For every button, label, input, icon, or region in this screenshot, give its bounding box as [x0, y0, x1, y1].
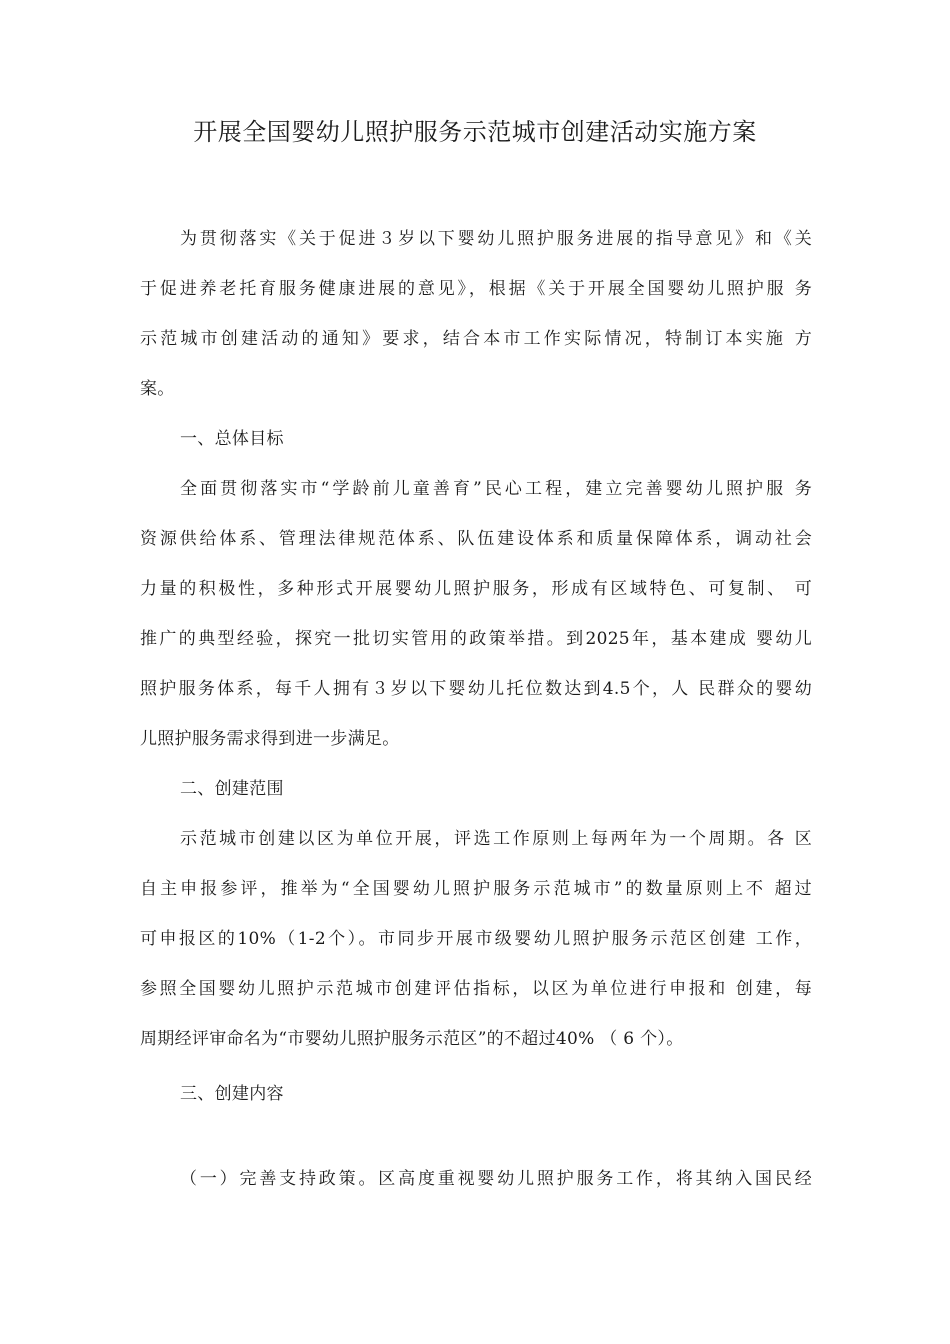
section2-heading: 二、创建范围: [180, 779, 284, 799]
intro-line-1: 为贯彻落实《关于促进３岁以下婴幼儿照护服务进展的指导意见》和《关: [180, 229, 812, 249]
section1-line-3: 力量的积极性，多种形式开展婴幼儿照护服务，形成有区域特色、可复制、 可: [140, 579, 812, 599]
section2-line-4: 参照全国婴幼儿照护示范城市创建评估指标，以区为单位进行申报和 创建，每: [140, 979, 812, 999]
intro-line-4: 案。: [140, 379, 175, 399]
section2-line-1: 示范城市创建以区为单位开展，评选工作原则上每两年为一个周期。各 区: [180, 829, 812, 849]
section3-heading: 三、创建内容: [180, 1084, 284, 1104]
section1-line-2: 资源供给体系、管理法律规范体系、队伍建设体系和质量保障体系，调动社会: [140, 529, 812, 549]
intro-line-2: 于促进养老托育服务健康进展的意见》，根据《关于开展全国婴幼儿照护服 务: [140, 279, 812, 299]
section3-item1-line-1: （一）完善支持政策。区高度重视婴幼儿照护服务工作，将其纳入国民经: [180, 1169, 812, 1189]
section1-line-1: 全面贯彻落实市“学龄前儿童善育”民心工程，建立完善婴幼儿照护服 务: [180, 479, 812, 499]
section1-heading: 一、总体目标: [180, 429, 284, 449]
section1-line-4: 推广的典型经验，探究一批切实管用的政策举措。到2025年，基本建成 婴幼儿: [140, 629, 812, 649]
intro-line-3: 示范城市创建活动的通知》要求，结合本市工作实际情况，特制订本实施 方: [140, 329, 812, 349]
section2-line-2: 自主申报参评，推举为“全国婴幼儿照护服务示范城市”的数量原则上不 超过: [140, 879, 812, 899]
section1-line-6: 儿照护服务需求得到进一步满足。: [140, 729, 400, 749]
document-title: 开展全国婴幼儿照护服务示范城市创建活动实施方案: [193, 118, 757, 146]
section1-line-5: 照护服务体系，每千人拥有３岁以下婴幼儿托位数达到4.5个，人 民群众的婴幼: [140, 679, 812, 699]
section2-line-5: 周期经评审命名为“市婴幼儿照护服务示范区”的不超过40% （ 6 个）。: [140, 1029, 684, 1049]
section2-line-3: 可申报区的10%（1-2个）。市同步开展市级婴幼儿照护服务示范区创建 工作，: [140, 929, 812, 949]
